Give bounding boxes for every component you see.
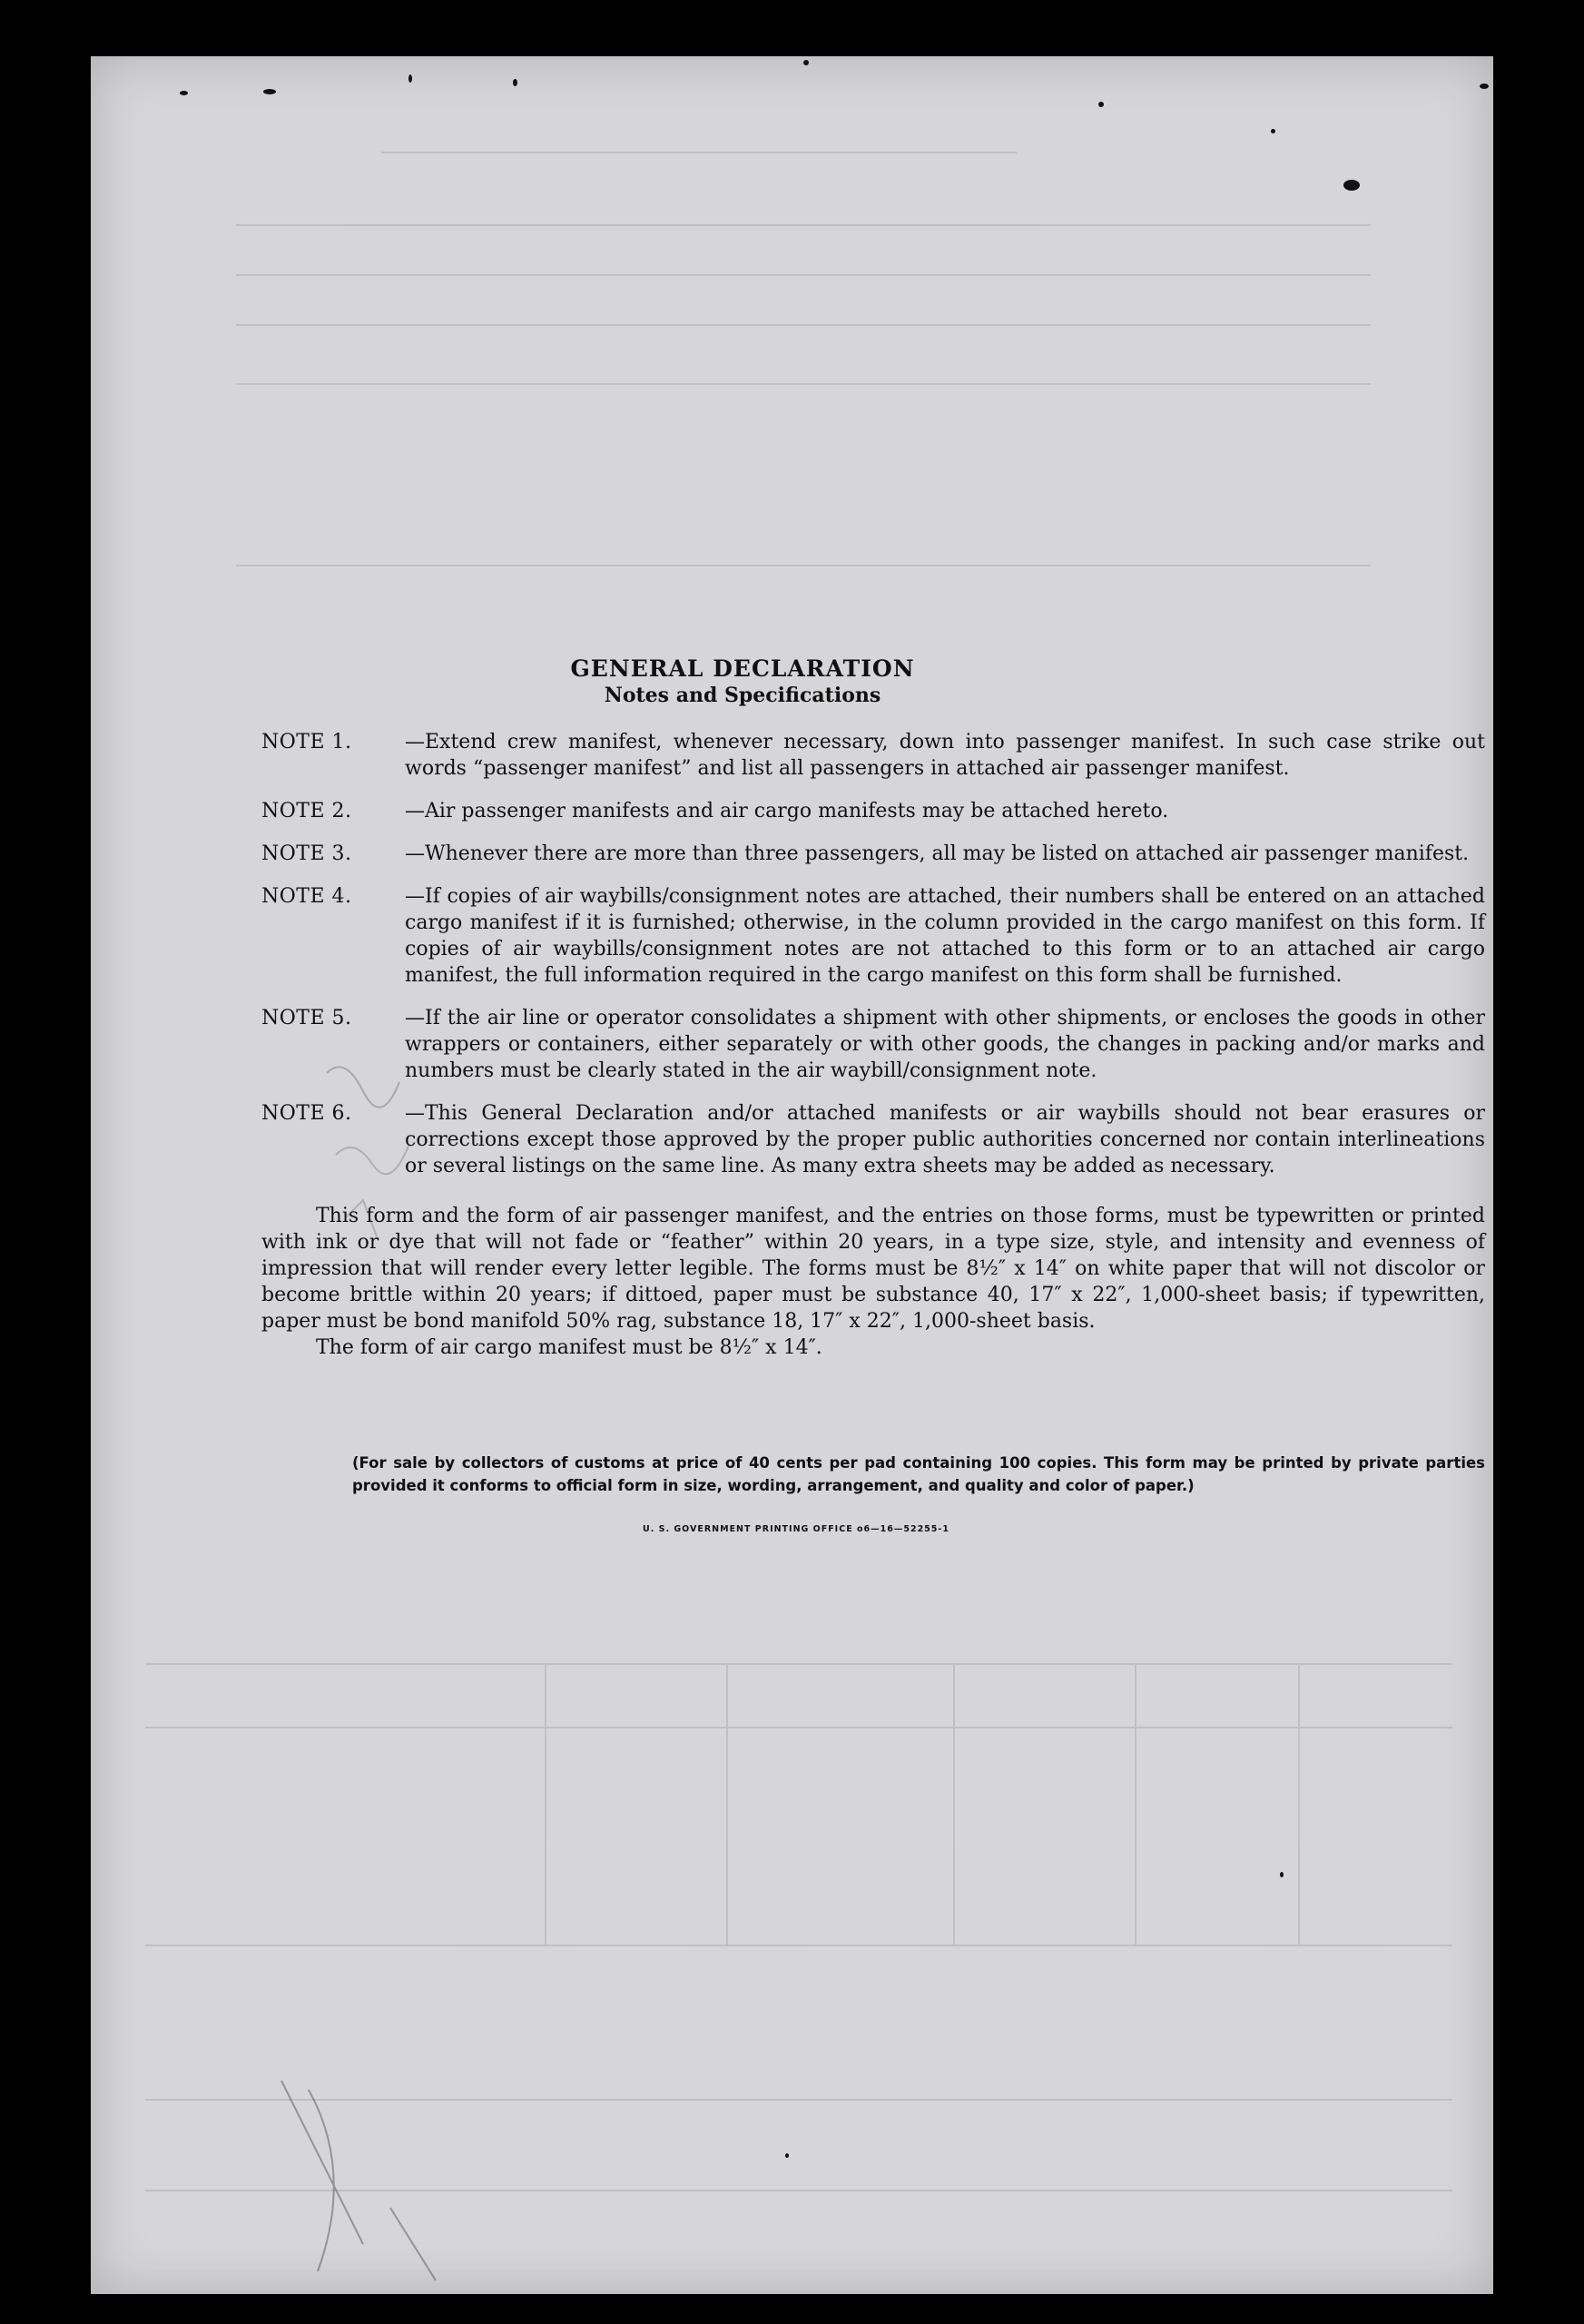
ghost-rule (236, 274, 1371, 276)
note-text: —Whenever there are more than three passengers, all may be listed on attached air passenger manifest. (405, 842, 1470, 865)
ghost-rule (1298, 1663, 1300, 1945)
printer-imprint: U. S. GOVERNMENT PRINTING OFFICE o6—16—52255-1 (643, 1524, 949, 1534)
ghost-rule (726, 1663, 728, 1945)
note-text: —If the air line or operator consolidates a shipment with other shipments, or encloses the goods in other wrappers or containers, either separately or with other goods, the changes in packing and/or marks and numbers must be clearly stated in the air waybill/consignment note. (405, 1007, 1485, 1082)
ghost-rule (145, 1727, 1452, 1728)
ghost-rule (236, 324, 1371, 326)
note-text: —Air passenger manifests and air cargo manifests may be attached hereto. (405, 800, 1169, 822)
ghost-rule (236, 224, 1371, 226)
ghost-rule (1135, 1663, 1136, 1945)
signature-scrawl (254, 2063, 490, 2294)
ghost-rule (236, 383, 1371, 385)
note-3 (261, 841, 1485, 867)
ghost-rule (145, 1945, 1452, 1946)
ghost-rule (236, 565, 1371, 566)
note-1 (261, 729, 1485, 782)
note-2 (261, 798, 1485, 824)
ink-speck (1098, 102, 1104, 107)
note-4 (261, 883, 1485, 989)
note-label: NOTE 3. (261, 842, 352, 865)
form-specification-paragraph: This form and the form of air passenger manifest, and the entries on those forms, must be typewritten or printed with ink or dye that will not fade or “feather” within 20 years, in a type size, style, and intensity and evenness of impression that will render every letter legible. The forms must be 8½″ x 14″ on white paper that will not discolor or become brittle within 20 years; if dittoed, paper must be substance 40, 17″ x 22″, 1,000-sheet basis; if typewritten, paper must be bond manifold 50% rag, substance 18, 17″ x 22″, 1,000-sheet basis. (261, 1205, 1485, 1333)
ink-speck (785, 2153, 789, 2158)
page-subtitle: Notes and Specifications (604, 684, 881, 707)
ink-speck (1343, 180, 1360, 191)
note-text: —If copies of air waybills/consignment notes are attached, their numbers shall be entered on an attached cargo manifest if it is furnished; otherwise, in the column provided in the cargo manifest on this form. If copies of air waybills/consignment notes are not attached to this form or to an attached air cargo manifest, the full information required in the cargo manifest on this form shall be furnished. (405, 885, 1485, 987)
ghost-rule (953, 1663, 955, 1945)
pencil-marks (309, 1037, 508, 1264)
note-label: NOTE 5. (261, 1007, 352, 1029)
ghost-rule (545, 1663, 546, 1945)
note-label: NOTE 6. (261, 1102, 352, 1125)
ink-speck (513, 79, 517, 86)
ink-speck (1271, 129, 1275, 133)
ink-speck (803, 60, 809, 65)
ink-speck (180, 91, 188, 95)
ink-speck (1480, 84, 1489, 89)
note-label: NOTE 1. (261, 731, 352, 753)
ink-speck (1280, 1872, 1284, 1877)
ghost-rule (381, 152, 1017, 153)
document-page (91, 56, 1493, 2294)
cargo-manifest-size-paragraph: The form of air cargo manifest must be 8½″ x 14″. (316, 1336, 822, 1359)
ghost-rule (145, 1663, 1452, 1665)
ink-speck (263, 89, 276, 94)
page-title: GENERAL DECLARATION (570, 655, 915, 682)
note-text: —Extend crew manifest, whenever necessary, down into passenger manifest. In such case strike out words “passenger manifest” and list all passengers in attached air passenger manifest. (405, 731, 1485, 780)
note-label: NOTE 2. (261, 800, 352, 822)
sale-notice: (For sale by collectors of customs at price of 40 cents per pad containing 100 copies. This form may be printed by private parties provided it conforms to official form in size, wording, arrangement, and quality and color of paper.) (352, 1454, 1485, 1494)
note-label: NOTE 4. (261, 885, 352, 908)
ink-speck (408, 74, 412, 83)
note-text: —This General Declaration and/or attached manifests or air waybills should not bear erasures or corrections except those approved by the proper public authorities concerned nor contain interlineations or several listings on the same line. As many extra sheets may be added as necessary. (405, 1102, 1485, 1177)
